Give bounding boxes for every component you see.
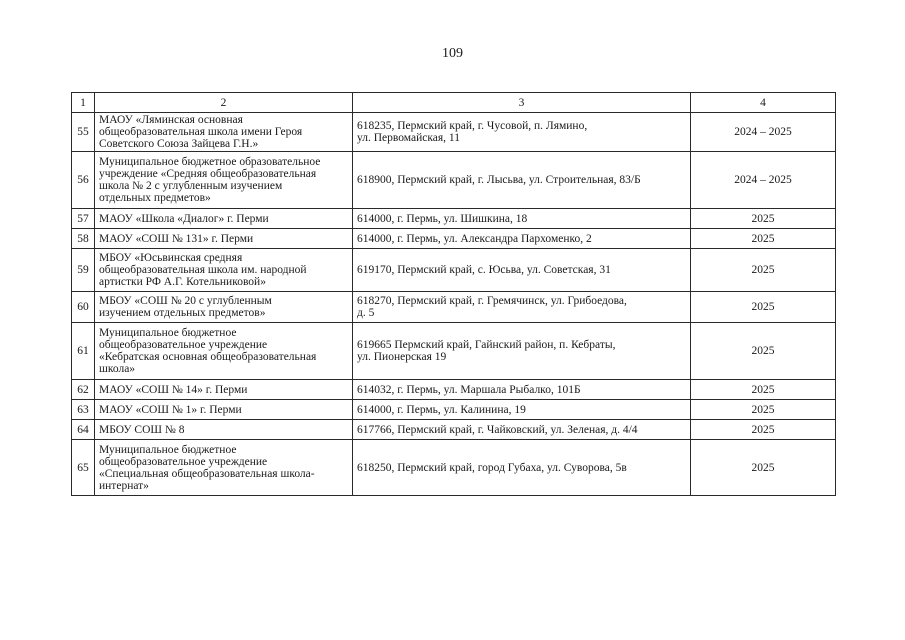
institution-name-line: Муниципальное бюджетное образовательное [99, 156, 321, 168]
column-header-name: 2 [95, 93, 353, 113]
institution-address-line: 618235, Пермский край, г. Чусовой, п. Лямино, [357, 120, 588, 132]
institution-address [353, 249, 691, 292]
table-row [72, 113, 836, 152]
institution-name [95, 420, 353, 440]
institution-name [95, 249, 353, 292]
table-row [72, 440, 836, 496]
row-number: 62 [72, 380, 95, 400]
institution-name-line: МБОУ СОШ № 8 [99, 423, 185, 436]
row-number: 64 [72, 420, 95, 440]
institution-name-line: общеобразовательная школа им. народной [99, 264, 307, 276]
institution-address-line: 614032, г. Пермь, ул. Маршала Рыбалко, 101Б [357, 383, 581, 396]
institution-name-line: МБОУ «СОШ № 20 с углубленным [99, 295, 272, 307]
institution-name-line: МАОУ «Школа «Диалог» г. Перми [99, 212, 269, 225]
implementation-period: 2025 [691, 249, 836, 292]
institution-name-line: общеобразовательная школа имени Героя [99, 126, 303, 138]
institution-address [353, 380, 691, 400]
table-row [72, 229, 836, 249]
table-body [72, 113, 836, 496]
institution-name-line: Муниципальное бюджетное [99, 443, 237, 456]
table-row [72, 292, 836, 323]
institution-name [95, 229, 353, 249]
institution-name [95, 440, 353, 496]
institution-name-line: отдельных предметов» [99, 192, 211, 204]
institution-name-line: МБОУ «Юсьвинская средняя [99, 252, 243, 264]
table-row [72, 323, 836, 380]
institution-name [95, 292, 353, 323]
column-header-year: 4 [691, 93, 836, 113]
institution-name-line: МАОУ «СОШ № 14» г. Перми [99, 383, 248, 396]
implementation-period: 2025 [691, 400, 836, 420]
implementation-period: 2024 – 2025 [691, 113, 836, 152]
institution-name [95, 113, 353, 152]
row-number: 55 [72, 113, 95, 152]
institution-address [353, 229, 691, 249]
page-number: 109 [442, 46, 463, 61]
implementation-period: 2025 [691, 420, 836, 440]
table-row [72, 152, 836, 209]
institution-name-line: школа» [99, 363, 136, 375]
institution-address-line: 617766, Пермский край, г. Чайковский, ул. Зеленая, д. 4/4 [357, 423, 638, 436]
institution-address [353, 440, 691, 496]
institution-name-line: интернат» [99, 479, 149, 492]
institution-address-line: 618250, Пермский край, город Губаха, ул. Суворова, 5в [357, 461, 627, 474]
institution-address [353, 323, 691, 380]
implementation-period: 2025 [691, 440, 836, 496]
implementation-period: 2024 – 2025 [691, 152, 836, 209]
row-number: 56 [72, 152, 95, 209]
institution-name [95, 400, 353, 420]
institution-name-line: общеобразовательное учреждение [99, 339, 268, 351]
implementation-period: 2025 [691, 209, 836, 229]
institution-address [353, 400, 691, 420]
institution-address-line: 614000, г. Пермь, ул. Калинина, 19 [357, 403, 526, 416]
institution-address [353, 152, 691, 209]
row-number: 58 [72, 229, 95, 249]
row-number: 60 [72, 292, 95, 323]
table-row [72, 400, 836, 420]
institution-address-line: ул. Первомайская, 11 [357, 132, 460, 144]
institution-name [95, 380, 353, 400]
column-header-address: 3 [353, 93, 691, 113]
institution-address-line: 619170, Пермский край, с. Юсьва, ул. Советская, 31 [357, 264, 611, 276]
column-header-number: 1 [72, 93, 95, 113]
implementation-period: 2025 [691, 323, 836, 380]
institution-address [353, 292, 691, 323]
institution-name-line: изучением отдельных предметов» [99, 307, 266, 319]
table-row [72, 420, 836, 440]
institution-name-line: учреждение «Средняя общеобразовательная [99, 168, 317, 180]
table-row [72, 209, 836, 229]
row-number: 65 [72, 440, 95, 496]
institution-name-line: МАОУ «СОШ № 131» г. Перми [99, 232, 254, 245]
implementation-period: 2025 [691, 292, 836, 323]
row-number: 63 [72, 400, 95, 420]
institution-name-line: МАОУ «СОШ № 1» г. Перми [99, 403, 242, 416]
institution-address-line: 614000, г. Пермь, ул. Александра Пархоменко, 2 [357, 232, 592, 245]
implementation-period: 2025 [691, 380, 836, 400]
institution-name-line: «Специальная общеобразовательная школа- [99, 467, 315, 480]
institution-address [353, 420, 691, 440]
institution-name-line: «Кебратская основная общеобразовательная [99, 351, 317, 363]
institution-address-line: 618270, Пермский край, г. Гремячинск, ул. Грибоедова, [357, 295, 627, 307]
institution-address-line: ул. Пионерская 19 [357, 351, 447, 363]
table-row [72, 380, 836, 400]
institution-address [353, 209, 691, 229]
table-header-row [72, 93, 836, 113]
institution-name-line: артистки РФ А.Г. Котельниковой» [99, 276, 266, 288]
institution-address [353, 113, 691, 152]
institutions-table [71, 92, 836, 496]
institution-name [95, 323, 353, 380]
institution-address-line: д. 5 [357, 307, 375, 319]
institution-name-line: Советского Союза Зайцева Г.Н.» [99, 138, 259, 150]
institution-address-line: 618900, Пермский край, г. Лысьва, ул. Строительная, 83/Б [357, 174, 641, 186]
row-number: 61 [72, 323, 95, 380]
institution-name-line: общеобразовательное учреждение [99, 455, 268, 468]
row-number: 57 [72, 209, 95, 229]
table-row [72, 249, 836, 292]
implementation-period: 2025 [691, 229, 836, 249]
institution-name [95, 152, 353, 209]
row-number: 59 [72, 249, 95, 292]
institution-name [95, 209, 353, 229]
institution-address-line: 614000, г. Пермь, ул. Шишкина, 18 [357, 212, 528, 225]
institution-address-line: 619665 Пермский край, Гайнский район, п. Кебраты, [357, 339, 616, 351]
institution-name-line: школа № 2 с углубленным изучением [99, 180, 283, 192]
institution-name-line: МАОУ «Ляминская основная [99, 114, 243, 126]
institution-name-line: Муниципальное бюджетное [99, 327, 237, 339]
